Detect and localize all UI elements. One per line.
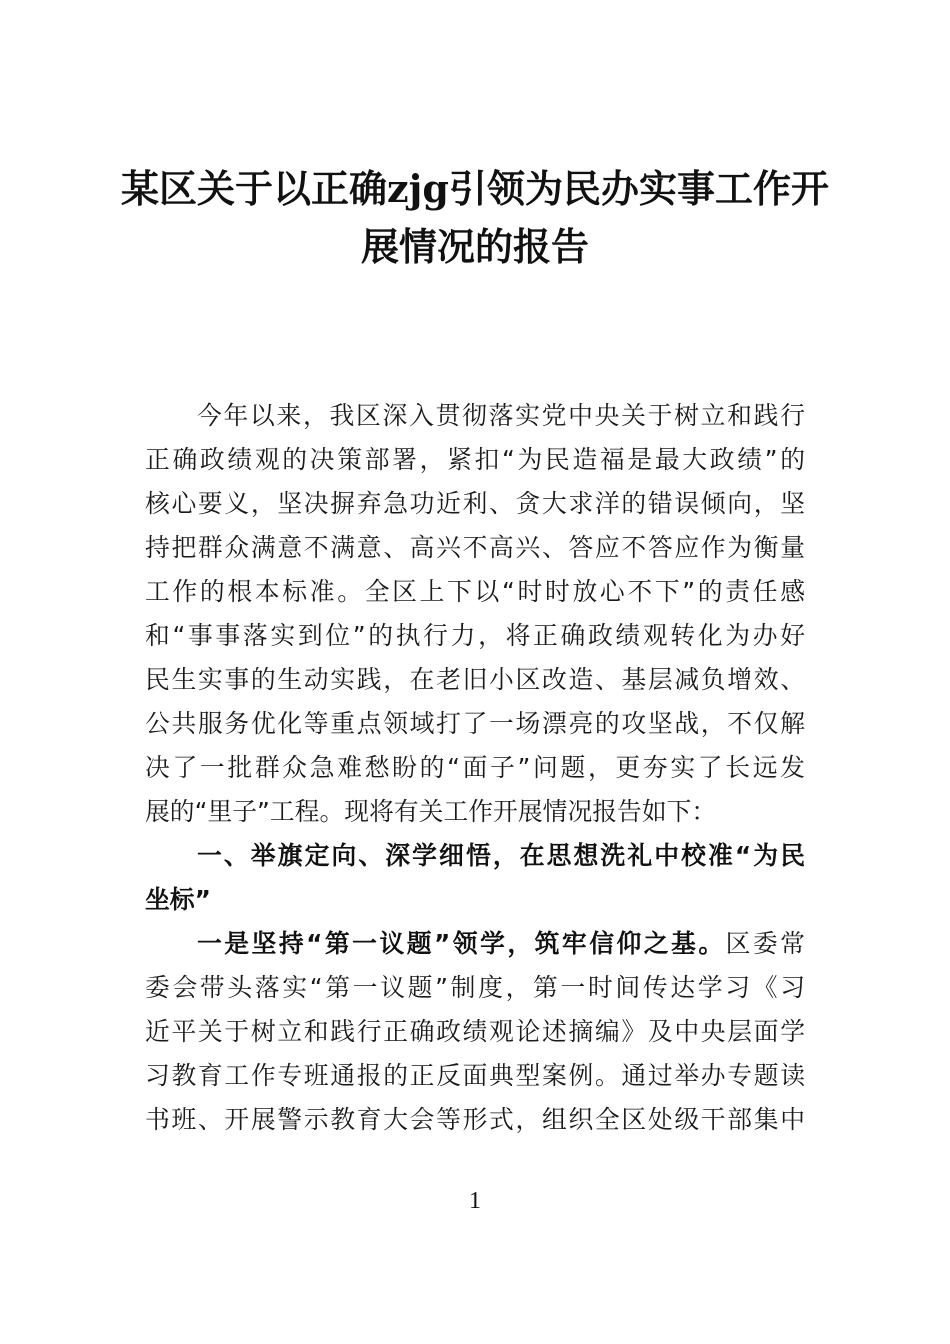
paragraph-line: 习教育工作专班通报的正反面典型案例。通过举办专题读 <box>145 1061 805 1090</box>
paragraph-line: 民生实事的生动实践，在老旧小区改造、基层减负增效、 <box>145 665 805 694</box>
paragraph-line: 决了一批群众急难愁盼的“面子”问题，更夯实了长远发 <box>145 753 805 782</box>
intro-paragraph <box>145 394 805 834</box>
section-heading-1 <box>145 834 805 922</box>
paragraph-line: 委会带头落实“第一议题”制度，第一时间传达学习《习 <box>145 973 805 1002</box>
title-line-1: 某区关于以正确zjg引领为民办实事工作开 <box>121 166 829 211</box>
paragraph-line: 书班、开展警示教育大会等形式，组织全区处级干部集中 <box>145 1105 805 1134</box>
paragraph-line: 和“事事落实到位”的执行力，将正确政绩观转化为办好 <box>145 621 805 650</box>
paragraph-line: 展的“里子”工程。现将有关工作开展情况报告如下： <box>145 797 717 826</box>
title-line-2: 展情况的报告 <box>360 224 589 269</box>
point-1-lead: 一是坚持“第一议题”领学，筑牢信仰之基。 <box>197 929 726 958</box>
paragraph-line: 正确政绩观的决策部署，紧扣“为民造福是最大政绩”的 <box>145 445 805 474</box>
paragraph-line: 近平关于树立和践行正确政绩观论述摘编》及中央层面学 <box>145 1017 805 1046</box>
point-1-paragraph <box>145 922 805 1142</box>
paragraph-line: 工作的根本标准。全区上下以“时时放心不下”的责任感 <box>145 577 805 606</box>
paragraph-line: 公共服务优化等重点领域打了一场漂亮的攻坚战，不仅解 <box>145 709 805 738</box>
paragraph-line: 持把群众满意不满意、高兴不高兴、答应不答应作为衡量 <box>145 533 805 562</box>
paragraph-line: 今年以来，我区深入贯彻落实党中央关于树立和践行 <box>197 401 805 430</box>
paragraph-line: 核心要义，坚决摒弃急功近利、贪大求洋的错误倾向，坚 <box>145 489 805 518</box>
point-1-lead-rest: 区委常 <box>725 929 805 958</box>
heading-line: 坐标” <box>145 885 211 914</box>
heading-line: 一、举旗定向、深学细悟，在思想洗礼中校准“为民 <box>197 841 805 870</box>
page-number: 1 <box>469 1188 481 1214</box>
paragraph-line <box>145 922 805 966</box>
document-body <box>145 394 805 1142</box>
document-title <box>120 160 830 276</box>
